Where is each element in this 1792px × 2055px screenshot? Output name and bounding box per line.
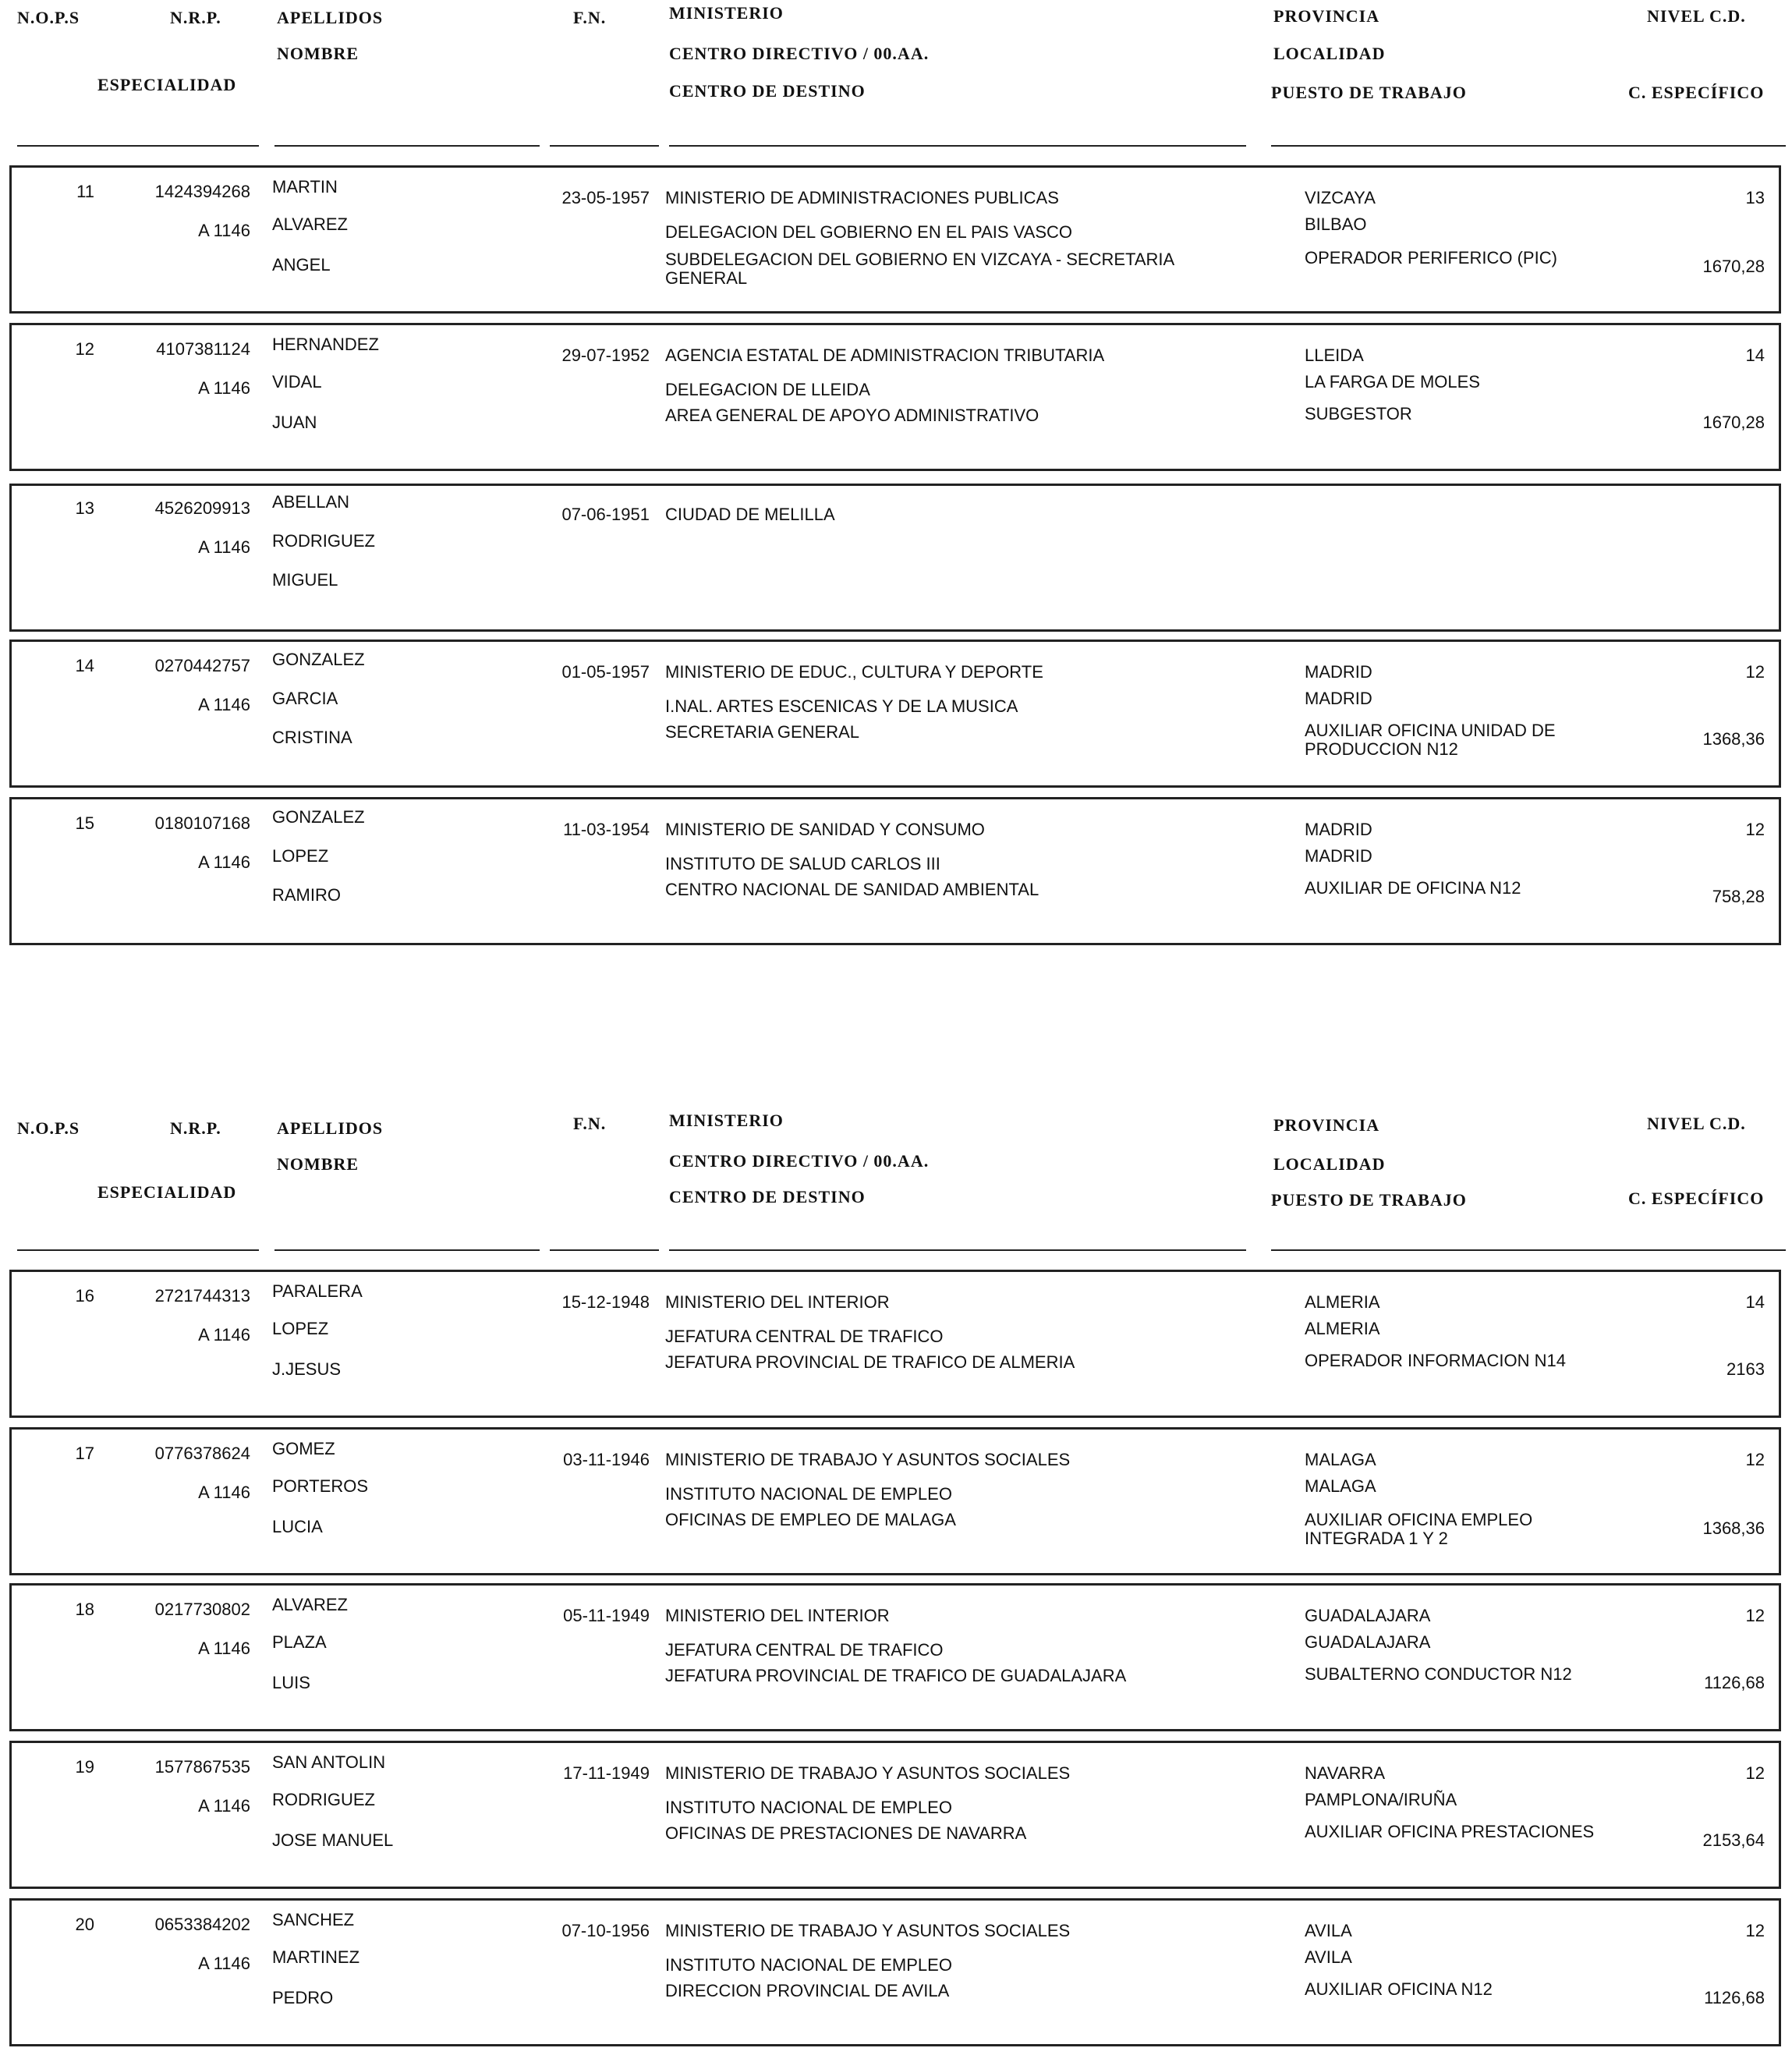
record-especialidad: A 1146 (198, 378, 250, 398)
record-puesto: SUBGESTOR (1305, 404, 1412, 423)
record-puesto: AUXILIAR OFICINA UNIDAD DE PRODUCCION N12 (1305, 721, 1556, 759)
record-localidad: MADRID (1305, 846, 1372, 866)
record-centro-destino: SECRETARIA GENERAL (665, 722, 859, 742)
record-ministerio: AGENCIA ESTATAL DE ADMINISTRACION TRIBUTARIA (665, 345, 1105, 365)
header-rule (550, 1249, 659, 1251)
record-centro-destino: JEFATURA PROVINCIAL DE TRAFICO DE GUADALAJARA (665, 1666, 1127, 1685)
record-apellido-1: SAN ANTOLIN (272, 1752, 386, 1772)
header-nivel: NIVEL C.D. (1647, 6, 1746, 26)
record-nombre: PEDRO (272, 1988, 334, 2007)
record-puesto: OPERADOR INFORMACION N14 (1305, 1351, 1566, 1370)
record-especifico: 1126,68 (1704, 1988, 1765, 2007)
record-provincia: MADRID (1305, 662, 1372, 682)
record-apellido-2: LOPEZ (272, 1319, 329, 1338)
record-apellido-2: ALVAREZ (272, 214, 348, 234)
record-localidad: PAMPLONA/IRUÑA (1305, 1790, 1457, 1809)
record-nrp: 0653384202 (154, 1915, 250, 1934)
record-nombre: MIGUEL (272, 570, 338, 590)
record-centro-directivo: DELEGACION DEL GOBIERNO EN EL PAIS VASCO (665, 222, 1073, 242)
header-especifico: C. ESPECÍFICO (1628, 83, 1765, 102)
record-especialidad: A 1146 (198, 537, 250, 557)
record-nombre: ANGEL (272, 255, 331, 275)
header-rule (17, 1249, 259, 1251)
header-especifico: C. ESPECÍFICO (1628, 1189, 1765, 1208)
record-fecha-nacimiento: 11-03-1954 (563, 820, 650, 839)
header-puesto: PUESTO DE TRABAJO (1271, 1190, 1467, 1210)
record-centro-directivo: INSTITUTO NACIONAL DE EMPLEO (665, 1955, 952, 1975)
record-provincia: GUADALAJARA (1305, 1606, 1431, 1625)
record-localidad: MADRID (1305, 689, 1372, 708)
record-fecha-nacimiento: 01-05-1957 (561, 662, 650, 682)
record-especifico: 1126,68 (1704, 1673, 1765, 1692)
record-nivel: 12 (1745, 1763, 1765, 1783)
record-ministerio: MINISTERIO DE EDUC., CULTURA Y DEPORTE (665, 662, 1043, 682)
record-nivel: 12 (1745, 1921, 1765, 1940)
record-fecha-nacimiento: 03-11-1946 (563, 1450, 650, 1469)
record-nops: 19 (75, 1757, 94, 1777)
record-apellido-2: MARTINEZ (272, 1947, 360, 1967)
record-especialidad: A 1146 (198, 221, 250, 240)
header-rule (274, 1249, 540, 1251)
record-provincia: AVILA (1305, 1921, 1352, 1940)
record-nrp: 0217730802 (154, 1600, 250, 1619)
record-nombre: J.JESUS (272, 1359, 342, 1379)
record-nombre: JUAN (272, 413, 317, 432)
record-centro-directivo: JEFATURA CENTRAL DE TRAFICO (665, 1327, 944, 1346)
record-card (9, 1427, 1781, 1575)
record-localidad: LA FARGA DE MOLES (1305, 372, 1480, 392)
header-especialidad: ESPECIALIDAD (97, 1182, 237, 1202)
record-especifico: 1670,28 (1702, 413, 1765, 432)
record-nivel: 14 (1745, 345, 1765, 365)
listing-section-2 (0, 1100, 1792, 2055)
record-centro-directivo: I.NAL. ARTES ESCENICAS Y DE LA MUSICA (665, 696, 1018, 716)
record-apellido-2: GARCIA (272, 689, 338, 708)
record-puesto: AUXILIAR OFICINA N12 (1305, 1979, 1493, 1999)
record-localidad: MALAGA (1305, 1476, 1376, 1496)
record-nombre: JOSE MANUEL (272, 1830, 394, 1850)
record-especialidad: A 1146 (198, 852, 250, 872)
record-especialidad: A 1146 (198, 1325, 250, 1345)
record-fecha-nacimiento: 17-11-1949 (563, 1763, 650, 1783)
header-provincia: PROVINCIA (1273, 1115, 1380, 1135)
record-especialidad: A 1146 (198, 1954, 250, 1973)
header-centro-destino: CENTRO DE DESTINO (669, 81, 866, 101)
record-centro-directivo: INSTITUTO DE SALUD CARLOS III (665, 854, 940, 873)
record-centro-destino: OFICINAS DE EMPLEO DE MALAGA (665, 1510, 956, 1529)
record-nrp: 4107381124 (156, 339, 250, 359)
header-apellidos: APELLIDOS (277, 1118, 384, 1138)
record-nops: 15 (75, 813, 94, 833)
header-rule (274, 145, 540, 147)
record-centro-directivo: INSTITUTO NACIONAL DE EMPLEO (665, 1798, 952, 1817)
header-apellidos: APELLIDOS (277, 8, 384, 27)
record-nombre: CRISTINA (272, 728, 352, 747)
record-especialidad: A 1146 (198, 1796, 250, 1816)
record-nrp: 4526209913 (154, 498, 250, 518)
listing-section-1 (0, 0, 1792, 959)
record-especialidad: A 1146 (198, 1639, 250, 1658)
record-provincia: VIZCAYA (1305, 188, 1376, 207)
record-apellido-1: GONZALEZ (272, 650, 365, 669)
record-nrp: 1424394268 (154, 182, 250, 201)
record-apellido-1: ALVAREZ (272, 1595, 348, 1614)
record-apellido-1: PARALERA (272, 1281, 363, 1301)
record-nops: 20 (75, 1915, 94, 1934)
record-especifico: 2153,64 (1702, 1830, 1765, 1850)
record-nops: 16 (75, 1286, 94, 1306)
header-nivel: NIVEL C.D. (1647, 1114, 1746, 1133)
header-rule (1271, 1249, 1786, 1251)
record-localidad: ALMERIA (1305, 1319, 1380, 1338)
header-nrp: N.R.P. (170, 8, 221, 27)
record-apellido-1: HERNANDEZ (272, 335, 379, 354)
record-nivel: 12 (1745, 820, 1765, 839)
record-fecha-nacimiento: 07-06-1951 (561, 505, 650, 524)
record-nops: 11 (76, 182, 94, 201)
record-nrp: 0776378624 (154, 1444, 250, 1463)
header-provincia: PROVINCIA (1273, 6, 1380, 26)
record-ministerio: MINISTERIO DEL INTERIOR (665, 1606, 890, 1625)
header-puesto: PUESTO DE TRABAJO (1271, 83, 1467, 102)
record-apellido-2: VIDAL (272, 372, 322, 392)
record-nombre: LUIS (272, 1673, 310, 1692)
record-centro-destino: JEFATURA PROVINCIAL DE TRAFICO DE ALMERIA (665, 1352, 1075, 1372)
record-nivel: 12 (1745, 662, 1765, 682)
header-ministerio: MINISTERIO (669, 3, 784, 23)
header-especialidad: ESPECIALIDAD (97, 75, 237, 94)
record-nivel: 12 (1745, 1450, 1765, 1469)
record-apellido-2: LOPEZ (272, 846, 329, 866)
record-nops: 13 (75, 498, 94, 518)
record-ministerio: MINISTERIO DE TRABAJO Y ASUNTOS SOCIALES (665, 1763, 1071, 1783)
record-apellido-2: PLAZA (272, 1632, 327, 1652)
record-card (9, 1741, 1781, 1889)
record-apellido-2: RODRIGUEZ (272, 531, 375, 551)
record-provincia: MADRID (1305, 820, 1372, 839)
record-fecha-nacimiento: 29-07-1952 (561, 345, 650, 365)
record-ministerio: CIUDAD DE MELILLA (665, 505, 835, 524)
record-nivel: 13 (1745, 188, 1765, 207)
header-fn: F.N. (573, 8, 607, 27)
record-apellido-2: RODRIGUEZ (272, 1790, 375, 1809)
record-especifico: 1368,36 (1702, 729, 1765, 749)
record-provincia: ALMERIA (1305, 1292, 1380, 1312)
record-ministerio: MINISTERIO DE SANIDAD Y CONSUMO (665, 820, 985, 839)
record-card (9, 1270, 1781, 1418)
record-nrp: 0270442757 (154, 656, 250, 675)
header-rule (669, 145, 1246, 147)
record-localidad: GUADALAJARA (1305, 1632, 1431, 1652)
record-centro-destino: AREA GENERAL DE APOYO ADMINISTRATIVO (665, 406, 1039, 425)
header-localidad: LOCALIDAD (1273, 1154, 1386, 1174)
record-provincia: NAVARRA (1305, 1763, 1386, 1783)
header-centro-directivo: CENTRO DIRECTIVO / 00.AA. (669, 1151, 930, 1171)
record-ministerio: MINISTERIO DEL INTERIOR (665, 1292, 890, 1312)
record-fecha-nacimiento: 23-05-1957 (561, 188, 650, 207)
header-rule (669, 1249, 1246, 1251)
record-nivel: 14 (1745, 1292, 1765, 1312)
record-card (9, 484, 1781, 632)
record-provincia: LLEIDA (1305, 345, 1364, 365)
record-especialidad: A 1146 (198, 695, 250, 714)
header-rule (1271, 145, 1786, 147)
record-puesto: AUXILIAR OFICINA EMPLEO INTEGRADA 1 Y 2 (1305, 1510, 1533, 1548)
record-nrp: 1577867535 (154, 1757, 250, 1777)
record-especifico: 758,28 (1712, 887, 1765, 906)
record-centro-destino: OFICINAS DE PRESTACIONES DE NAVARRA (665, 1823, 1027, 1843)
record-provincia: MALAGA (1305, 1450, 1376, 1469)
record-card (9, 165, 1781, 314)
record-especifico: 1368,36 (1702, 1518, 1765, 1538)
record-ministerio: MINISTERIO DE TRABAJO Y ASUNTOS SOCIALES (665, 1450, 1071, 1469)
record-nops: 18 (75, 1600, 94, 1619)
record-centro-directivo: DELEGACION DE LLEIDA (665, 380, 870, 399)
record-centro-destino: CENTRO NACIONAL DE SANIDAD AMBIENTAL (665, 880, 1039, 899)
header-nombre: NOMBRE (277, 1154, 359, 1174)
record-nombre: LUCIA (272, 1517, 323, 1536)
header-centro-destino: CENTRO DE DESTINO (669, 1187, 866, 1206)
header-ministerio: MINISTERIO (669, 1111, 784, 1130)
header-localidad: LOCALIDAD (1273, 44, 1386, 63)
record-card (9, 797, 1781, 945)
record-nivel: 12 (1745, 1606, 1765, 1625)
record-nops: 12 (75, 339, 94, 359)
record-apellido-1: SANCHEZ (272, 1910, 355, 1929)
header-fn: F.N. (573, 1114, 607, 1133)
header-rule (550, 145, 659, 147)
record-especifico: 2163 (1726, 1359, 1765, 1379)
record-centro-destino: DIRECCION PROVINCIAL DE AVILA (665, 1981, 950, 2000)
record-nrp: 2721744313 (154, 1286, 250, 1306)
record-card (9, 1583, 1781, 1731)
record-fecha-nacimiento: 07-10-1956 (561, 1921, 650, 1940)
header-nombre: NOMBRE (277, 44, 359, 63)
record-apellido-2: PORTEROS (272, 1476, 369, 1496)
record-apellido-1: ABELLAN (272, 492, 350, 512)
header-centro-directivo: CENTRO DIRECTIVO / 00.AA. (669, 44, 930, 63)
record-especifico: 1670,28 (1702, 257, 1765, 276)
header-nops: N.O.P.S (17, 8, 80, 27)
record-centro-directivo: INSTITUTO NACIONAL DE EMPLEO (665, 1484, 952, 1504)
record-apellido-1: GOMEZ (272, 1439, 335, 1458)
record-ministerio: MINISTERIO DE ADMINISTRACIONES PUBLICAS (665, 188, 1059, 207)
record-card (9, 640, 1781, 788)
record-apellido-1: MARTIN (272, 177, 338, 197)
record-ministerio: MINISTERIO DE TRABAJO Y ASUNTOS SOCIALES (665, 1921, 1071, 1940)
record-nops: 17 (75, 1444, 94, 1463)
record-localidad: AVILA (1305, 1947, 1352, 1967)
record-especialidad: A 1146 (198, 1483, 250, 1502)
record-puesto: AUXILIAR OFICINA PRESTACIONES (1305, 1822, 1595, 1841)
record-nrp: 0180107168 (154, 813, 250, 833)
record-centro-destino: SUBDELEGACION DEL GOBIERNO EN VIZCAYA - SECRETARIA GENERAL (665, 250, 1174, 288)
record-puesto: SUBALTERNO CONDUCTOR N12 (1305, 1664, 1572, 1684)
record-puesto: OPERADOR PERIFERICO (PIC) (1305, 248, 1557, 268)
record-centro-directivo: JEFATURA CENTRAL DE TRAFICO (665, 1640, 944, 1660)
header-rule (17, 145, 259, 147)
record-apellido-1: GONZALEZ (272, 807, 365, 827)
record-puesto: AUXILIAR DE OFICINA N12 (1305, 878, 1521, 898)
record-nops: 14 (75, 656, 94, 675)
header-nrp: N.R.P. (170, 1118, 221, 1138)
record-fecha-nacimiento: 15-12-1948 (561, 1292, 650, 1312)
header-nops: N.O.P.S (17, 1118, 80, 1138)
record-card (9, 1898, 1781, 2046)
record-fecha-nacimiento: 05-11-1949 (563, 1606, 650, 1625)
record-localidad: BILBAO (1305, 214, 1367, 234)
record-nombre: RAMIRO (272, 885, 341, 905)
record-card (9, 323, 1781, 471)
